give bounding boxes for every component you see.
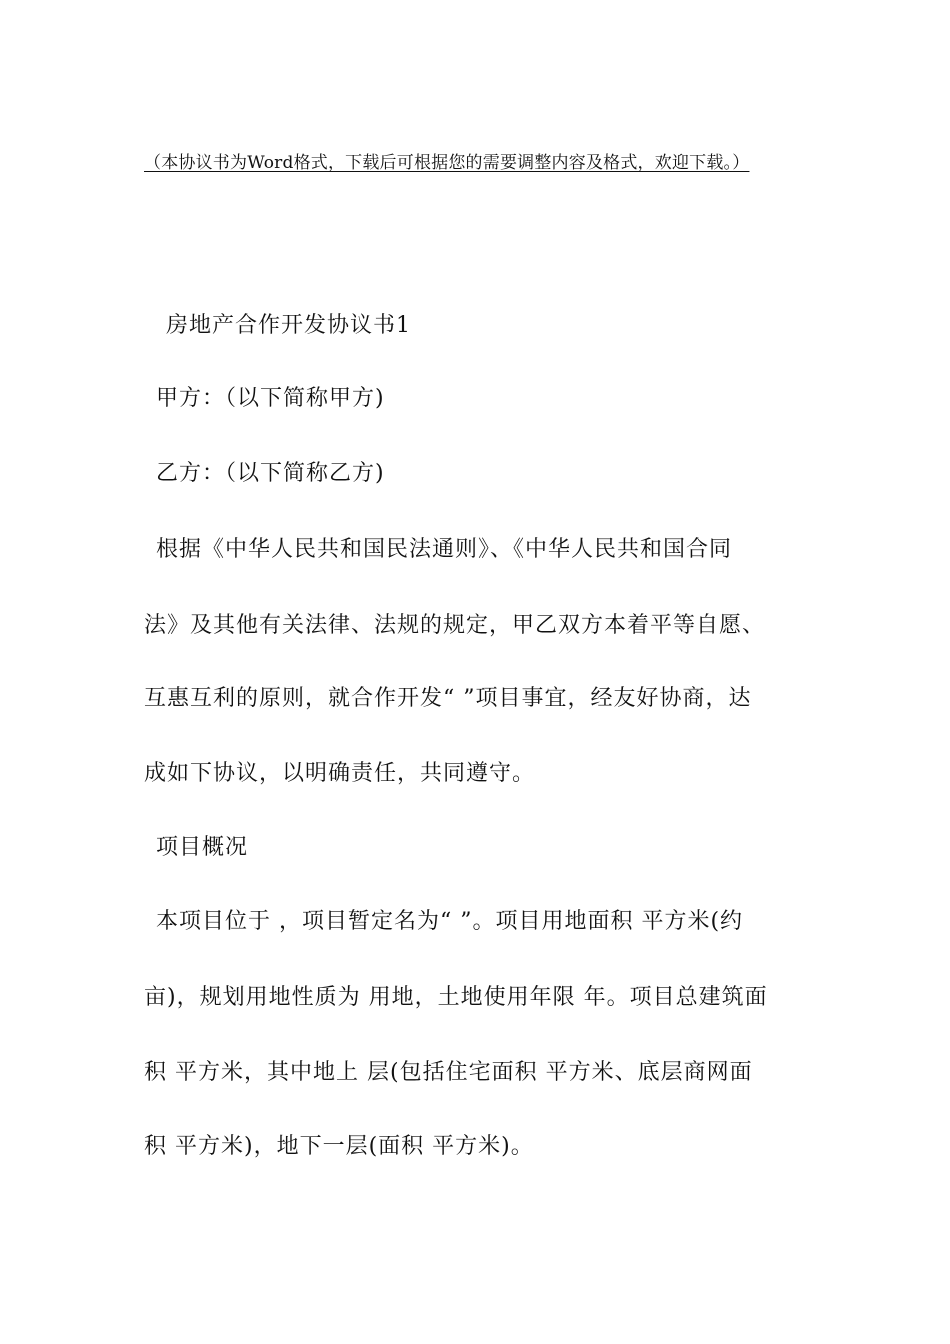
overview-paragraph-line: 亩)，规划用地性质为 用地，土地使用年限 年。项目总建筑面	[144, 985, 768, 1010]
intro-paragraph-line: 互惠互利的原则，就合作开发“ ”项目事宜，经友好协商，达	[144, 686, 752, 711]
overview-paragraph-line: 积 平方米，其中地上 层(包括住宅面积 平方米、底层商网面	[144, 1060, 753, 1085]
overview-paragraph-line: 本项目位于 ，项目暂定名为“ ”。项目用地面积 平方米(约	[156, 909, 744, 934]
overview-paragraph-line: 积 平方米)，地下一层(面积 平方米)。	[144, 1134, 534, 1159]
party-b-line: 乙方：（以下简称乙方)	[156, 461, 385, 486]
format-note: （本协议书为Word格式，下载后可根据您的需要调整内容及格式，欢迎下载。）	[144, 153, 750, 173]
intro-paragraph-line: 成如下协议，以明确责任，共同遵守。	[144, 761, 536, 786]
intro-paragraph-line: 法》及其他有关法律、法规的规定，甲乙双方本着平等自愿、	[144, 613, 766, 638]
party-a-line: 甲方：（以下简称甲方)	[156, 386, 385, 411]
document-title: 房地产合作开发协议书1	[166, 313, 411, 338]
section-heading: 项目概况	[156, 835, 249, 860]
intro-paragraph-line: 根据《中华人民共和国民法通则》、《中华人民共和国合同	[156, 537, 733, 562]
